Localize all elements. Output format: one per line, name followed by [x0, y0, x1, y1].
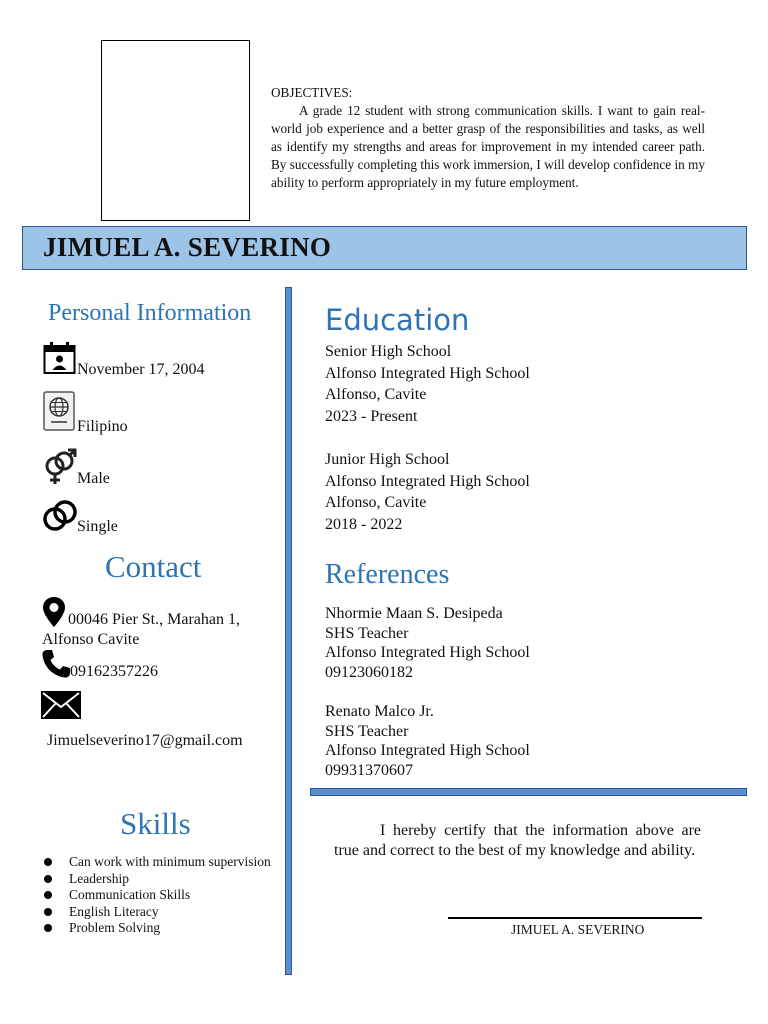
- education-title: Education: [325, 303, 470, 337]
- personal-info-title: Personal Information: [48, 300, 252, 326]
- education-level: Junior High School: [325, 451, 450, 468]
- education-place: Alfonso, Cavite: [325, 494, 427, 512]
- certification-text: [334, 821, 701, 860]
- email-text: Jimuelseverino17@gmail.com: [47, 732, 243, 749]
- skill-item: Problem Solving: [42, 920, 272, 937]
- vertical-divider: [285, 287, 292, 975]
- certification-body: I hereby certify that the information above are true and correct to the best of my knowledge and ability.: [334, 822, 701, 859]
- objectives-body: A grade 12 student with strong communication skills. I want to gain real-world job experience and a better grasp of the responsibilities and tasks, as well as identify my strengths and areas for improvement in my intended career path. By successfully completing this work immersion, I will develop confidence in my ability to perform appropriately in my future employment.: [271, 103, 705, 190]
- objectives-section: [271, 84, 705, 192]
- photo-placeholder: [101, 40, 250, 221]
- applicant-name: JIMUEL A. SEVERINO: [43, 232, 332, 262]
- objectives-heading: OBJECTIVES:: [271, 85, 353, 100]
- reference-name: Renato Malco Jr.: [325, 703, 434, 720]
- birthday-text: November 17, 2004: [77, 361, 205, 378]
- contact-title: Contact: [105, 549, 202, 584]
- phone-text: 09162357226: [70, 663, 158, 680]
- skills-title: Skills: [120, 806, 191, 841]
- gender-text: Male: [77, 470, 110, 487]
- education-place: Alfonso, Cavite: [325, 386, 427, 404]
- reference-org: Alfonso Integrated High School: [325, 644, 530, 662]
- address-line1: 00046 Pier St., Marahan 1,: [68, 611, 240, 628]
- signature-name: JIMUEL A. SEVERINO: [511, 922, 645, 937]
- education-level: Senior High School: [325, 343, 452, 360]
- reference-phone: 09123060182: [325, 663, 413, 681]
- gender-icon: [43, 448, 77, 486]
- skill-item: Leadership: [42, 871, 272, 888]
- reference-role: SHS Teacher: [325, 624, 409, 642]
- reference-phone: 09931370607: [325, 761, 413, 779]
- envelope-icon: [41, 691, 81, 719]
- reference-role: SHS Teacher: [325, 722, 409, 740]
- skill-item: Communication Skills: [42, 887, 272, 904]
- skill-item: English Literacy: [42, 904, 272, 921]
- nationality-text: Filipino: [77, 418, 128, 435]
- references-title: References: [325, 559, 450, 590]
- phone-icon: [41, 649, 71, 679]
- passport-icon: [43, 391, 75, 431]
- calendar-person-icon: [43, 341, 76, 374]
- status-text: Single: [77, 518, 118, 535]
- reference-entry: [325, 702, 530, 780]
- reference-name: Nhormie Maan S. Desipeda: [325, 605, 503, 622]
- education-entry-senior: [325, 341, 530, 428]
- education-school: Alfonso Integrated High School: [325, 472, 530, 490]
- education-years: 2023 - Present: [325, 408, 418, 426]
- skill-item: Can work with minimum supervision: [42, 854, 272, 871]
- reference-entry: [325, 604, 530, 682]
- education-years: 2018 - 2022: [325, 516, 403, 534]
- horizontal-divider: [310, 788, 747, 796]
- rings-icon: [42, 499, 78, 533]
- address-line2: Alfonso Cavite: [42, 631, 140, 648]
- signature-line: [448, 917, 702, 919]
- skills-list: [42, 854, 272, 937]
- location-pin-icon: [42, 596, 66, 628]
- reference-org: Alfonso Integrated High School: [325, 742, 530, 760]
- education-school: Alfonso Integrated High School: [325, 364, 530, 382]
- education-entry-junior: [325, 449, 530, 536]
